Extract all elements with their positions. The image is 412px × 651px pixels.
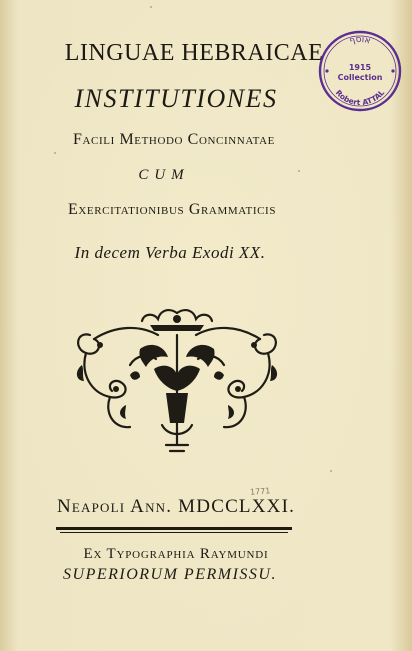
double-rule-thick — [56, 527, 292, 530]
collection-stamp-image — [317, 28, 403, 114]
printers-ornament-image — [70, 305, 284, 457]
permission-line: SUPERIORUM PERMISSU. — [63, 566, 277, 583]
stamp-top-text: אוסף — [348, 34, 372, 47]
paper-speck — [330, 470, 332, 472]
exercitationibus-line: Exercitationibus Grammaticis — [67, 201, 277, 218]
verba-line: In decem Verba Exodi XX. — [74, 243, 266, 262]
stamp-line-1: 1915 — [348, 63, 372, 72]
printer-line: Ex Typographia Raymundi — [83, 546, 269, 562]
paper-speck — [150, 6, 152, 8]
svg-text:אוסף — [348, 35, 371, 47]
svg-text:Robert ATTAL — [334, 88, 387, 107]
pencil-annotation: 1771 — [249, 486, 271, 497]
title-line-2: INSTITUTIONES — [74, 84, 278, 113]
stamp-line-2: Collection — [337, 73, 383, 82]
paper-speck — [298, 170, 300, 172]
subtitle-line: Facili Methodo Concinnatae — [73, 131, 275, 148]
imprint-place-date: Neapoli Ann. MDCCLXXI. — [56, 496, 296, 517]
double-rule-thin — [60, 532, 288, 533]
paper-speck — [54, 152, 56, 154]
cum-line: CUM — [138, 167, 190, 183]
stamp-bottom-text: Robert ATTAL — [333, 88, 387, 108]
title-line-1: LINGUAE HEBRAICAE — [64, 40, 324, 66]
